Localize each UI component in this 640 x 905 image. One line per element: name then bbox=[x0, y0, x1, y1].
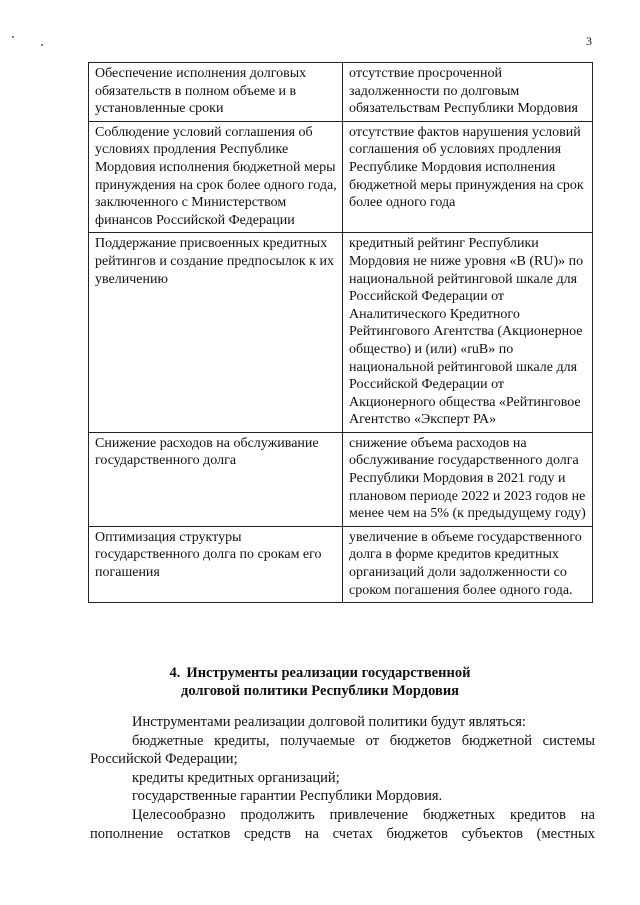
table-row bbox=[89, 121, 593, 233]
section-number: 4. bbox=[169, 665, 181, 681]
paragraph: Инструментами реализации долговой политики будут являться: bbox=[132, 714, 526, 730]
indicator-cell: снижение объема расходов на обслуживание государственного долга Республики Мордовия в 2021 году и плановом периоде 2022 и 2023 годов не менее чем на 5% (к предыдущему году) bbox=[343, 432, 593, 526]
task-cell: Обеспечение исполнения долговых обязательств в полном объеме и в установленные сроки bbox=[89, 63, 343, 122]
table-row bbox=[89, 526, 593, 602]
task-cell: Оптимизация структуры государственного долга по срокам его погашения bbox=[89, 526, 343, 602]
section-heading-line-1 bbox=[0, 664, 640, 682]
indicator-cell: кредитный рейтинг Республики Мордовия не ниже уровня «B (RU)» по национальной рейтинговой шкале для Российской Федерации от Аналитического Кредитного Рейтингового Агентства (Акционерное общество) и (или) «ruB» по национальной рейтинговой шкале для Российской Федерации от Акционерного общества «Рейтинговое Агентство «Эксперт РА» bbox=[343, 233, 593, 433]
task-cell: Поддержание присвоенных кредитных рейтингов и создание предпосылок к их увеличению bbox=[89, 233, 343, 433]
scan-speck bbox=[41, 44, 43, 46]
paragraph: кредиты кредитных организаций; bbox=[132, 769, 340, 786]
section-title-line-2: долговой политики Республики Мордовия bbox=[180, 683, 460, 699]
page-number: 3 bbox=[586, 34, 592, 48]
indicator-cell: отсутствие просроченной задолженности по долговым обязательствам Республики Мордовия bbox=[343, 63, 593, 122]
scan-speck bbox=[12, 36, 14, 38]
paragraph: Целесообразно продолжить привлечение бюджетных кредитов на пополнение остатков средств на счетах бюджетов субъектов (местных bbox=[90, 806, 595, 842]
goals-table bbox=[88, 62, 593, 603]
table-row bbox=[89, 63, 593, 122]
table-row bbox=[89, 432, 593, 526]
indicator-cell: увеличение в объеме государственного долга в форме кредитов кредитных организаций доли задолженности со сроком погашения более одного года. bbox=[343, 526, 593, 602]
indicator-cell: отсутствие фактов нарушения условий соглашения об условиях продления Республике Мордовия исполнения бюджетной меры принуждения на срок более одного года bbox=[343, 121, 593, 233]
paragraph: бюджетные кредиты, получаемые от бюджетов бюджетной системы Российской Федерации; bbox=[90, 732, 595, 768]
section-title-line-1: Инструменты реализации государственной bbox=[186, 665, 471, 681]
task-cell: Снижение расходов на обслуживание государственного долга bbox=[89, 432, 343, 526]
task-cell: Соблюдение условий соглашения об условиях продления Республике Мордовия исполнения бюджетной меры принуждения на срок более одного года, заключенного с Министерством финансов Российской Федерации bbox=[89, 121, 343, 233]
paragraph: государственные гарантии Республики Мордовия. bbox=[132, 788, 443, 805]
body-text bbox=[90, 713, 595, 843]
table-row bbox=[89, 233, 593, 433]
section-heading bbox=[0, 664, 640, 700]
